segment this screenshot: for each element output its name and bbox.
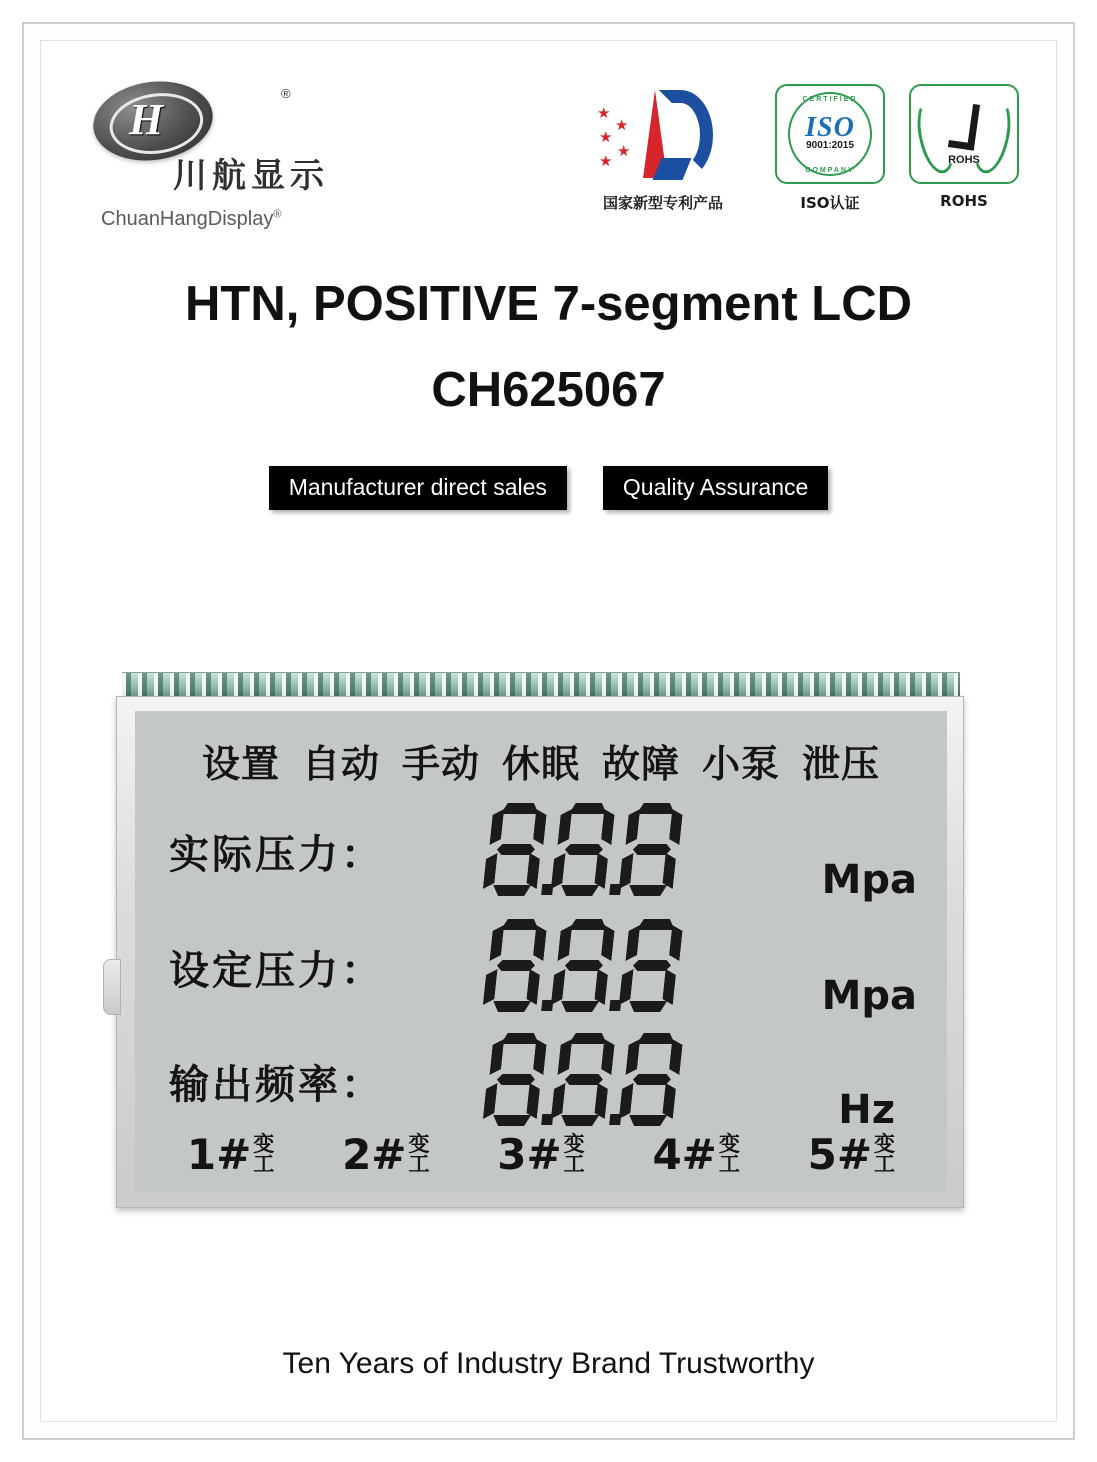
lcd-status-sleep: 休眠 — [501, 742, 580, 786]
lcd-row-set-pressure — [135, 915, 947, 1023]
lcd-row-unit: Mpa — [821, 857, 917, 903]
pump-mode-bottom: 工 — [563, 1151, 585, 1176]
iso-badge-icon — [775, 84, 885, 184]
cert-rohs-caption: ROHS — [940, 192, 988, 210]
lcd-side-tab — [103, 959, 121, 1015]
brand-english-name — [101, 208, 281, 231]
iso-mark-text: ISO — [805, 112, 855, 143]
lcd-row-label: 输出频率： — [169, 1062, 384, 1108]
tag-manufacturer-direct-sales: Manufacturer direct sales — [269, 466, 567, 510]
lcd-pump-indicator-2 — [342, 1130, 429, 1179]
cert-rohs — [905, 84, 1023, 210]
lcd-pump-indicator-5 — [808, 1130, 895, 1179]
patent-logo-icon — [593, 84, 733, 184]
pump-mode-top: 变 — [253, 1132, 275, 1157]
lcd-module — [108, 672, 968, 1212]
pump-mode-stack — [253, 1132, 275, 1176]
seven-segment-digit — [548, 801, 620, 897]
lcd-pump-indicator-3 — [497, 1130, 584, 1179]
pump-mode-top: 变 — [718, 1132, 740, 1157]
seven-segment-digit — [480, 801, 552, 897]
lcd-row-digits — [485, 917, 683, 1013]
cert-iso-caption: ISO认证 — [800, 194, 860, 212]
lcd-pump-indicator-row — [135, 1130, 947, 1179]
pump-mode-stack — [718, 1132, 740, 1176]
lcd-status-bar — [135, 733, 947, 788]
lcd-status-auto: 自动 — [301, 742, 380, 786]
lcd-row-digits — [485, 801, 683, 897]
cert-patent-caption: 国家新型专利产品 — [602, 194, 723, 212]
model-number: CH625067 — [431, 363, 666, 417]
brand-english-registered: ® — [273, 208, 282, 221]
iso-arc-bottom-text: COMPANY — [805, 167, 855, 174]
brand-logo — [85, 80, 355, 240]
iso-standard-text: 9001:2015 — [806, 140, 854, 151]
page-title: HTN, POSITIVE 7-segment LCD — [185, 277, 912, 331]
pump-number: 2# — [342, 1130, 407, 1179]
lcd-row-unit: Hz — [838, 1087, 895, 1133]
footer-slogan: Ten Years of Industry Brand Trustworthy — [282, 1347, 815, 1380]
rohs-badge-label: ROHS — [948, 154, 980, 166]
pump-mode-bottom: 工 — [874, 1151, 896, 1176]
lcd-pump-indicator-1 — [187, 1130, 274, 1179]
lcd-bezel — [116, 696, 964, 1208]
pump-mode-stack — [563, 1132, 585, 1176]
pump-number: 4# — [652, 1130, 717, 1179]
seven-segment-digit — [616, 917, 688, 1013]
lcd-row-actual-pressure — [135, 799, 947, 907]
pump-mode-stack — [874, 1132, 896, 1176]
lcd-row-digits — [485, 1031, 683, 1127]
patent-stars-icon: ★ ★ ★ ★ ★ — [597, 105, 631, 170]
seven-segment-digit — [548, 1031, 620, 1127]
cert-patent — [593, 84, 733, 213]
iso-arc-top-text: CERTIFIED — [802, 96, 858, 103]
cert-iso — [771, 84, 889, 213]
brand-chinese-name: 川航显示 — [173, 156, 329, 196]
tag-quality-assurance: Quality Assurance — [603, 466, 828, 510]
brand-english-text: ChuanHangDisplay — [101, 208, 274, 230]
lcd-status-pressure-relief: 泄压 — [802, 742, 881, 786]
lcd-row-output-frequency — [135, 1029, 947, 1137]
pump-mode-bottom: 工 — [718, 1151, 740, 1176]
pump-mode-bottom: 工 — [408, 1151, 430, 1176]
pump-mode-top: 变 — [563, 1132, 585, 1157]
tag-row — [0, 466, 1097, 510]
pump-number: 3# — [497, 1130, 562, 1179]
lcd-status-fault: 故障 — [602, 742, 681, 786]
seven-segment-digit — [548, 917, 620, 1013]
lcd-row-label: 设定压力： — [169, 948, 384, 994]
seven-segment-digit — [480, 1031, 552, 1127]
lcd-row-label: 实际压力： — [169, 832, 384, 878]
pump-mode-bottom: 工 — [253, 1151, 275, 1176]
lcd-glass — [135, 711, 947, 1193]
logo-registered-mark: ® — [281, 86, 291, 101]
lcd-row-unit: Mpa — [821, 973, 917, 1019]
pump-number: 5# — [807, 1130, 873, 1179]
pump-mode-top: 变 — [874, 1132, 896, 1157]
pump-mode-top: 变 — [408, 1132, 430, 1157]
rohs-badge-icon — [909, 84, 1019, 184]
seven-segment-digit — [616, 801, 688, 897]
pump-number: 1# — [186, 1130, 252, 1179]
lcd-status-manual: 手动 — [401, 742, 480, 786]
logo-letter: H — [129, 95, 162, 144]
lcd-status-small-pump: 小泵 — [702, 742, 781, 786]
lcd-pump-indicator-4 — [652, 1130, 739, 1179]
lcd-status-set: 设置 — [201, 742, 280, 786]
seven-segment-digit — [616, 1031, 688, 1127]
seven-segment-digit — [480, 917, 552, 1013]
pump-mode-stack — [408, 1132, 430, 1176]
